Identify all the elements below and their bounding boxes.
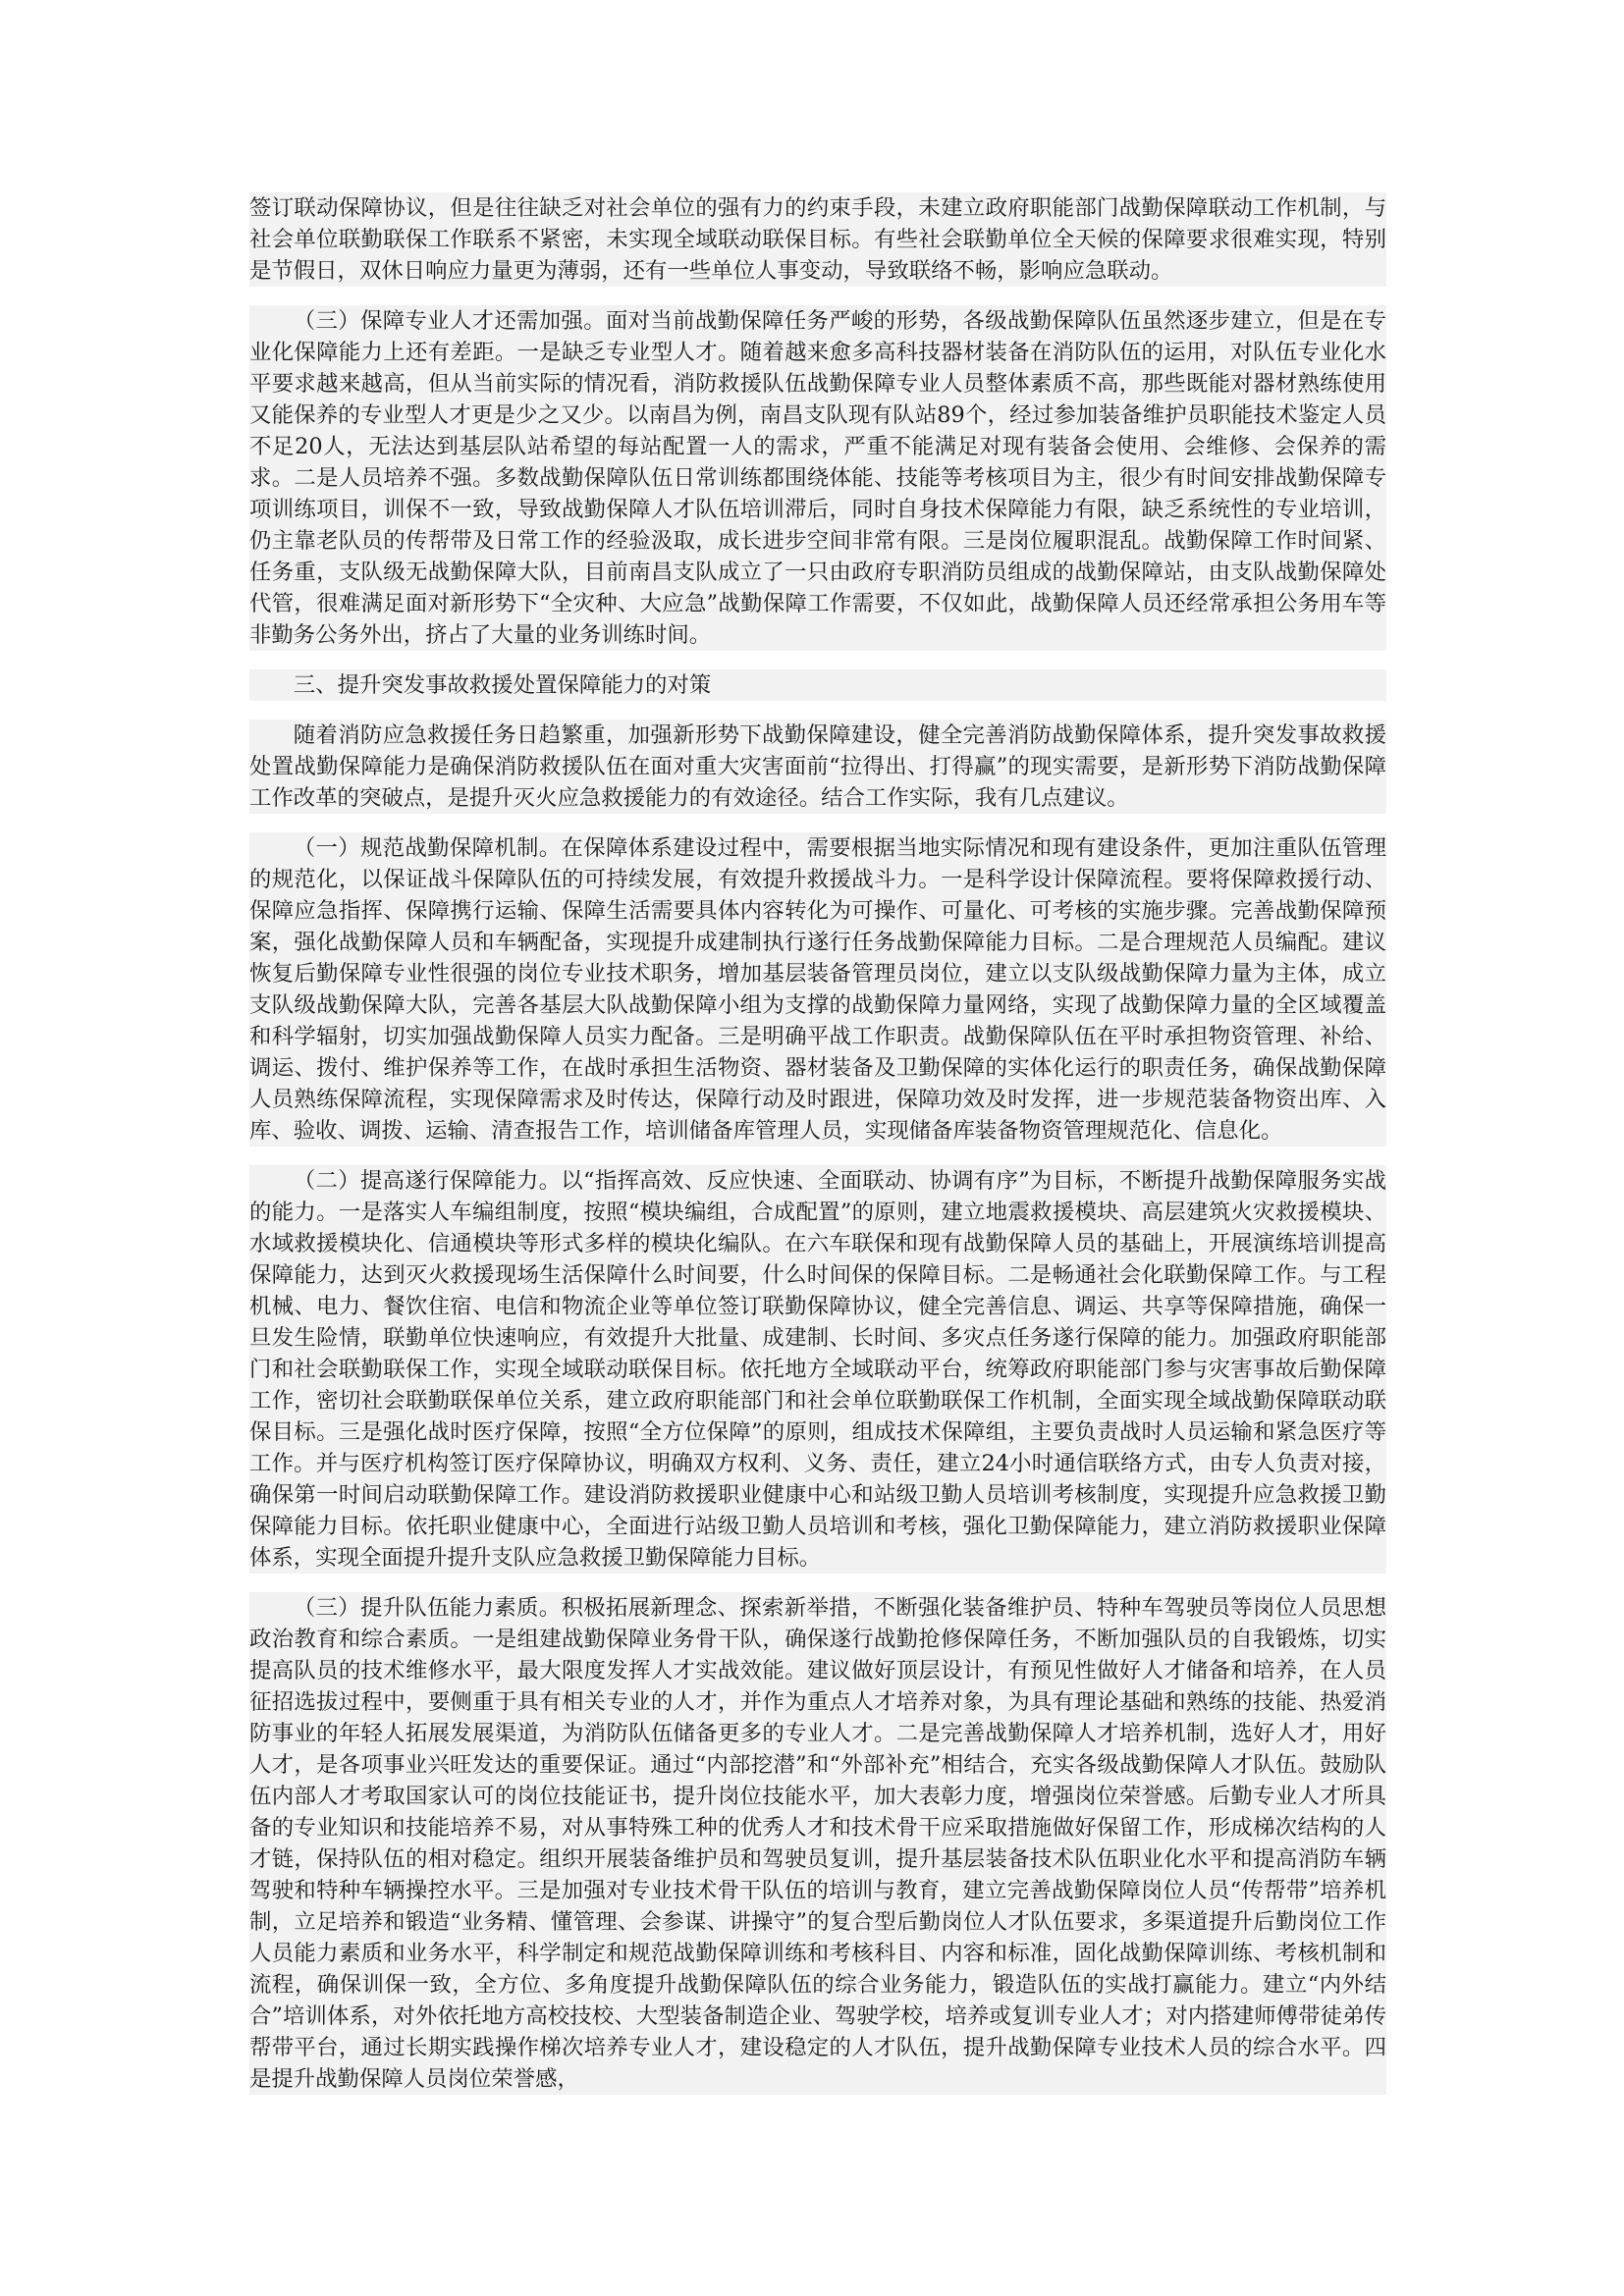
section-heading-countermeasures: 三、提升突发事故救援处置保障能力的对策 xyxy=(249,669,1386,701)
document-body xyxy=(249,192,1386,2113)
paragraph-intro-suggestions: 随着消防应急救援任务日趋繁重，加强新形势下战勤保障建设，健全完善消防战勤保障体系，提升突发事故救援处置战勤保障能力是确保消防救援队伍在面对重大灾害面前“拉得出、打得赢”的现实需要，是新形势下消防战勤保障工作改革的突破点，是提升灭火应急救援能力的有效途径。结合工作实际，我有几点建议。 xyxy=(249,720,1386,814)
paragraph-standardize-mechanism: （一）规范战勤保障机制。在保障体系建设过程中，需要根据当地实际情况和现有建设条件，更加注重队伍管理的规范化，以保证战斗保障队伍的可持续发展，有效提升救援战斗力。一是科学设计保障流程。要将保障救援行动、保障应急指挥、保障携行运输、保障生活需要具体内容转化为可操作、可量化、可考核的实施步骤。完善战勤保障预案，强化战勤保障人员和车辆配备，实现提升成建制执行遂行任务战勤保障能力目标。二是合理规范人员编配。建议恢复后勤保障专业性很强的岗位专业技术职务，增加基层装备管理员岗位，建立以支队级战勤保障力量为主体，成立支队级战勤保障大队，完善各基层大队战勤保障小组为支撑的战勤保障力量网络，实现了战勤保障力量的全区域覆盖和科学辐射，切实加强战勤保障人员实力配备。三是明确平战工作职责。战勤保障队伍在平时承担物资管理、补给、调运、拨付、维护保养等工作，在战时承担生活物资、器材装备及卫勤保障的实体化运行的职责任务，确保战勤保障人员熟练保障流程，实现保障需求及时传达，保障行动及时跟进，保障功效及时发挥，进一步规范装备物资出库、入库、验收、调拨、运输、清查报告工作，培训储备库管理人员，实现储备库装备物资管理规范化、信息化。 xyxy=(249,832,1386,1147)
paragraph-linkage-protocol: 签订联动保障协议，但是往往缺乏对社会单位的强有力的约束手段，未建立政府职能部门战勤保障联动工作机制，与社会单位联勤联保工作联系不紧密，未实现全域联动联保目标。有些社会联勤单位全天候的保障要求很难实现，特别是节假日，双休日响应力量更为薄弱，还有一些单位人事变动，导致联络不畅，影响应急联动。 xyxy=(249,192,1386,287)
paragraph-improve-capability: （二）提高遂行保障能力。以“指挥高效、反应快速、全面联动、协调有序”为目标，不断提升战勤保障服务实战的能力。一是落实人车编组制度，按照“模块编组，合成配置”的原则，建立地震救援模块、高层建筑火灾救援模块、水域救援模块化、信通模块等形式多样的模块化编队。在六车联保和现有战勤保障人员的基础上，开展演练培训提高保障能力，达到灭火救援现场生活保障什么时间要，什么时间保的保障目标。二是畅通社会化联勤保障工作。与工程机械、电力、餐饮住宿、电信和物流企业等单位签订联勤保障协议，健全完善信息、调运、共享等保障措施，确保一旦发生险情，联勤单位快速响应，有效提升大批量、成建制、长时间、多灾点任务遂行保障的能力。加强政府职能部门和社会联勤联保工作，实现全域联动联保目标。依托地方全域联动平台，统筹政府职能部门参与灾害事故后勤保障工作，密切社会联勤联保单位关系，建立政府职能部门和社会单位联勤联保工作机制，全面实现全域战勤保障联动联保目标。三是强化战时医疗保障，按照“全方位保障”的原则，组成技术保障组，主要负责战时人员运输和紧急医疗等工作。并与医疗机构签订医疗保障协议，明确双方权利、义务、责任，建立24小时通信联络方式，由专人负责对接，确保第一时间启动联勤保障工作。建设消防救援职业健康中心和站级卫勤人员培训考核制度，实现提升应急救援卫勤保障能力目标。依托职业健康中心，全面进行站级卫勤人员培训和考核，强化卫勤保障能力，建立消防救援职业保障体系，实现全面提升提升支队应急救援卫勤保障能力目标。 xyxy=(249,1165,1386,1574)
paragraph-professional-talent: （三）保障专业人才还需加强。面对当前战勤保障任务严峻的形势，各级战勤保障队伍虽然逐步建立，但是在专业化保障能力上还有差距。一是缺乏专业型人才。随着越来愈多高科技器材装备在消防队伍的运用，对队伍专业化水平要求越来越高，但从当前实际的情况看，消防救援队伍战勤保障专业人员整体素质不高，那些既能对器材熟练使用又能保养的专业型人才更是少之又少。以南昌为例，南昌支队现有队站89个，经过参加装备维护员职能技术鉴定人员不足20人，无法达到基层队站希望的每站配置一人的需求，严重不能满足对现有装备会使用、会维修、会保养的需求。二是人员培养不强。多数战勤保障队伍日常训练都围绕体能、技能等考核项目为主，很少有时间安排战勤保障专项训练项目，训保不一致，导致战勤保障人才队伍培训滞后，同时自身技术保障能力有限，缺乏系统性的专业培训，仍主靠老队员的传帮带及日常工作的经验汲取，成长进步空间非常有限。三是岗位履职混乱。战勤保障工作时间紧、任务重，支队级无战勤保障大队，目前南昌支队成立了一只由政府专职消防员组成的战勤保障站，由支队战勤保障处代管，很难满足面对新形势下“全灾种、大应急”战勤保障工作需要，不仅如此，战勤保障人员还经常承担公务用车等非勤务公务外出，挤占了大量的业务训练时间。 xyxy=(249,305,1386,651)
paragraph-team-quality: （三）提升队伍能力素质。积极拓展新理念、探索新举措，不断强化装备维护员、特种车驾驶员等岗位人员思想政治教育和综合素质。一是组建战勤保障业务骨干队，确保遂行战勤抢修保障任务，不断加强队员的自我锻炼，切实提高队员的技术维修水平，最大限度发挥人才实战效能。建议做好顶层设计，有预见性做好人才储备和培养，在人员征招选拔过程中，要侧重于具有相关专业的人才，并作为重点人才培养对象，为具有理论基础和熟练的技能、热爱消防事业的年轻人拓展发展渠道，为消防队伍储备更多的专业人才。二是完善战勤保障人才培养机制，选好人才，用好人才，是各项事业兴旺发达的重要保证。通过“内部挖潜”和“外部补充”相结合，充实各级战勤保障人才队伍。鼓励队伍内部人才考取国家认可的岗位技能证书，提升岗位技能水平，加大表彰力度，增强岗位荣誉感。后勤专业人才所具备的专业知识和技能培养不易，对从事特殊工种的优秀人才和技术骨干应采取措施做好保留工作，形成梯次结构的人才链，保持队伍的相对稳定。组织开展装备维护员和驾驶员复训，提升基层装备技术队伍职业化水平和提高消防车辆驾驶和特种车辆操控水平。三是加强对专业技术骨干队伍的培训与教育，建立完善战勤保障岗位人员“传帮带”培养机制，立足培养和锻造“业务精、懂管理、会参谋、讲操守”的复合型后勤岗位人才队伍要求，多渠道提升后勤岗位工作人员能力素质和业务水平，科学制定和规范战勤保障训练和考核科目、内容和标准，固化战勤保障训练、考核机制和流程，确保训保一致，全方位、多角度提升战勤保障队伍的综合业务能力，锻造队伍的实战打赢能力。建立“内外结合”培训体系，对外依托地方高校技校、大型装备制造企业、驾驶学校，培养或复训专业人才；对内搭建师傅带徒弟传帮带平台，通过长期实践操作梯次培养专业人才，建设稳定的人才队伍，提升战勤保障专业技术人员的综合水平。四是提升战勤保障人员岗位荣誉感， xyxy=(249,1592,1386,2095)
